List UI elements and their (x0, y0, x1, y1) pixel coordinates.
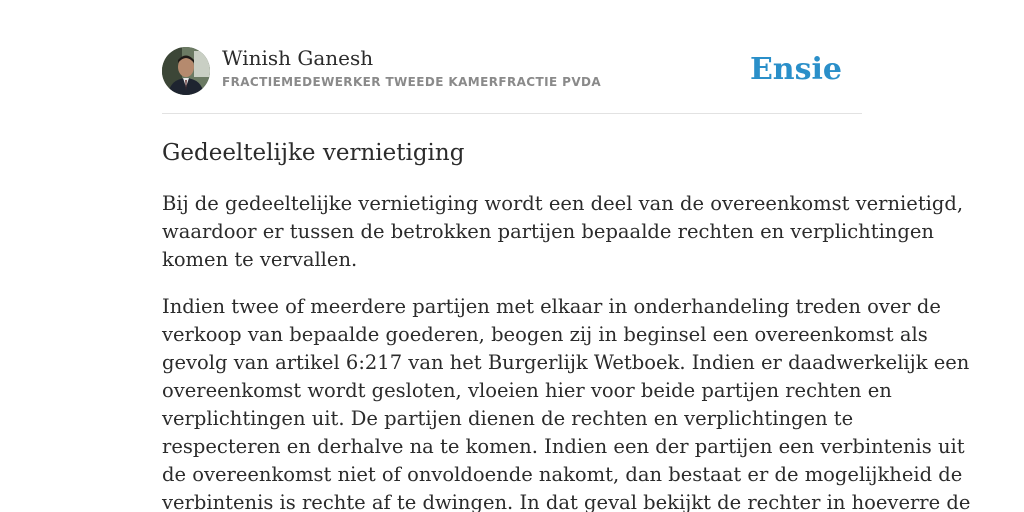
author-role: FRACTIEMEDEWERKER TWEEDE KAMERFRACTIE PVDA (222, 75, 602, 89)
avatar-photo (162, 47, 210, 95)
text-line: verplichtingen uit. De partijen dienen de rechten en verplichtingen te (162, 407, 854, 430)
header-divider (162, 113, 862, 114)
text-line: Indien twee of meerdere partijen met elkaar in onderhandeling treden over de (162, 295, 941, 318)
text-line: verkoop van bepaalde goederen, beogen zij in beginsel een overeenkomst als (162, 323, 928, 346)
paragraph-2 (162, 293, 971, 512)
text-line: de overeenkomst niet of onvoldoende nakomt, dan bestaat er de mogelijkheid de (162, 463, 963, 486)
text-line: verbintenis is rechte af te dwingen. In dat geval bekijkt de rechter in hoeverre de (162, 491, 971, 512)
paragraph-1 (162, 190, 964, 274)
author-name[interactable]: Winish Ganesh (222, 46, 374, 70)
text-line: gevolg van artikel 6:217 van het Burgerlijk Wetboek. Indien er daadwerkelijk een (162, 351, 970, 374)
text-line: respecteren en derhalve na te komen. Indien een der partijen een verbintenis uit (162, 435, 965, 458)
article-body (162, 190, 971, 512)
brand-logo[interactable]: Ensie (749, 52, 842, 87)
text-line: waardoor er tussen de betrokken partijen bepaalde rechten en verplichtingen (162, 220, 934, 243)
text-line: Bij de gedeeltelijke vernietiging wordt een deel van de overeenkomst vernietigd, (162, 192, 964, 215)
author-avatar[interactable] (162, 47, 210, 95)
author-header (162, 46, 862, 96)
article-title: Gedeeltelijke vernietiging (162, 140, 465, 166)
text-line: komen te vervallen. (162, 248, 358, 271)
text-line: overeenkomst wordt gesloten, vloeien hier voor beide partijen rechten en (162, 379, 892, 402)
